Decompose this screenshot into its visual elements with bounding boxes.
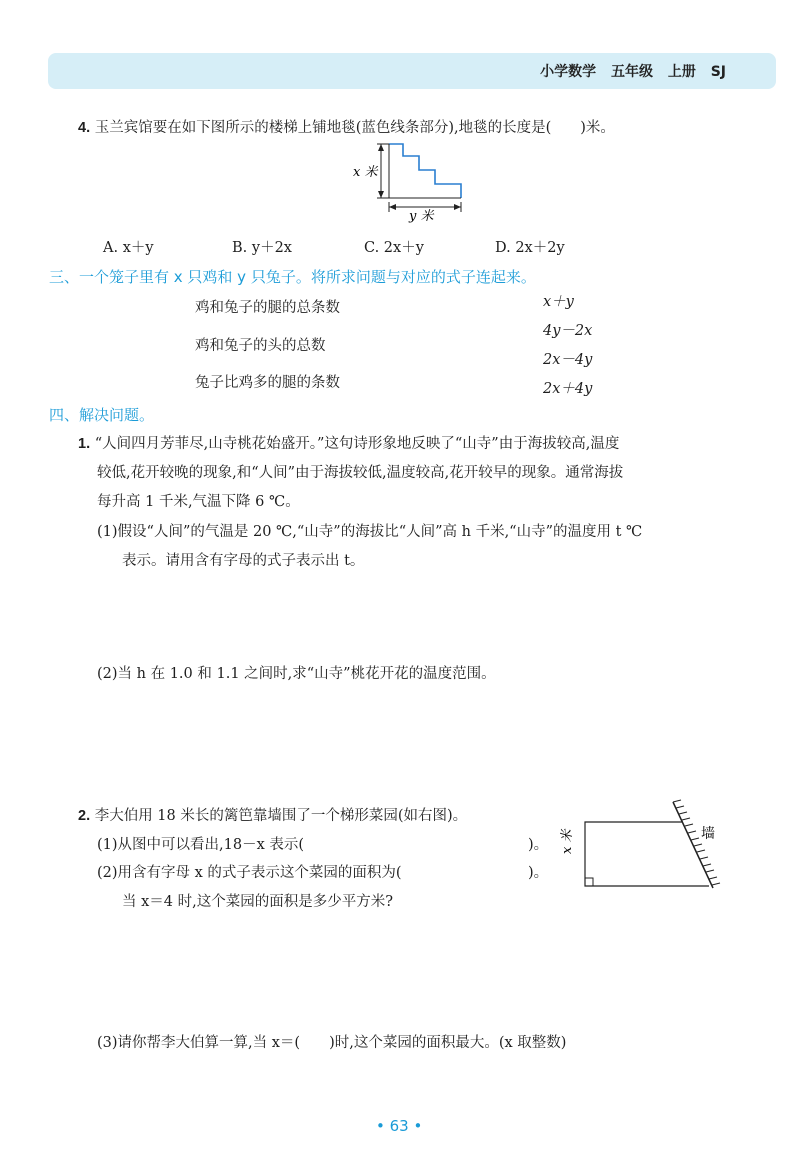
stair-figure bbox=[345, 140, 475, 230]
garden-outline bbox=[585, 822, 709, 886]
section-4-title: 四、解决问题。 bbox=[49, 406, 155, 424]
arrow-head-top bbox=[378, 144, 384, 151]
page-number: • 63 • bbox=[376, 1117, 423, 1135]
problem-2-sub2-end: )。 bbox=[528, 865, 549, 881]
match-right-4: 2x＋4y bbox=[543, 381, 593, 397]
section-3-title: 三、一个笼子里有 x 只鸡和 y 只兔子。将所求问题与对应的式子连起来。 bbox=[49, 268, 536, 286]
option-c: C. 2x＋y bbox=[364, 240, 424, 256]
height-label: x 米 bbox=[353, 165, 378, 180]
header-title: 小学数学 五年级 上册 SJ bbox=[540, 64, 726, 80]
option-a: A. x＋y bbox=[103, 240, 154, 256]
problem-2-sub2b: 当 x＝4 时,这个菜园的面积是多少平方米? bbox=[122, 894, 394, 910]
question-text: 玉兰宾馆要在如下图所示的楼梯上铺地毯(蓝色线条部分),地毯的长度是( )米。 bbox=[94, 120, 615, 136]
width-label: y 米 bbox=[409, 209, 434, 224]
problem-1-line-3: 每升高 1 千米,气温下降 6 ℃。 bbox=[97, 494, 300, 510]
problem-1-line-2: 较低,花开较晚的现象,和“人间”由于海拔较低,温度较高,花开较早的现象。通常海拔 bbox=[97, 465, 624, 481]
right-angle-mark bbox=[585, 878, 593, 886]
problem-1-sub2: (2)当 h 在 1.0 和 1.1 之间时,求“山寺”桃花开花的温度范围。 bbox=[97, 666, 496, 682]
problem-2-line: 2. 李大伯用 18 米长的篱笆靠墙围了一个梯形菜园(如右图)。 bbox=[78, 808, 468, 824]
problem-1-sub1-line-1: (1)假设“人间”的气温是 20 ℃,“山寺”的海拔比“人间”高 h 千米,“山寺”的温度用 t ℃ bbox=[97, 524, 643, 540]
wall-label: 墙 bbox=[701, 826, 715, 842]
wall-line bbox=[673, 802, 713, 888]
carpet-line bbox=[389, 144, 461, 198]
problem-1-line-1: 1. “人间四月芳菲尽,山寺桃花始盛开。”这句诗形象地反映了“山寺”由于海拔较高,温度 bbox=[78, 436, 620, 452]
problem-2-sub2: (2)用含有字母 x 的式子表示这个菜园的面积为( bbox=[97, 865, 402, 881]
match-right-1: x＋y bbox=[543, 294, 574, 310]
problem-number: 2. bbox=[78, 808, 91, 824]
match-left-2: 鸡和兔子的头的总数 bbox=[195, 338, 326, 354]
problem-2-sub1: (1)从图中可以看出,18－x 表示( bbox=[97, 837, 305, 853]
problem-1-sub1-line-2: 表示。请用含有字母的式子表示出 t。 bbox=[122, 553, 365, 569]
option-b: B. y＋2x bbox=[232, 240, 292, 256]
arrow-head-bottom bbox=[378, 191, 384, 198]
option-d: D. 2x＋2y bbox=[495, 240, 565, 256]
match-right-3: 2x－4y bbox=[543, 352, 593, 368]
garden-figure bbox=[555, 796, 735, 896]
match-right-2: 4y－2x bbox=[543, 323, 593, 339]
wall-hatch bbox=[673, 800, 720, 885]
problem-number: 1. bbox=[78, 436, 91, 452]
match-left-3: 兔子比鸡多的腿的条数 bbox=[195, 375, 340, 391]
match-left-1: 鸡和兔子的腿的总条数 bbox=[195, 300, 340, 316]
question-number: 4. bbox=[78, 120, 91, 136]
question-4 bbox=[78, 114, 615, 143]
side-label: x 米 bbox=[560, 829, 575, 854]
problem-2-sub1-end: )。 bbox=[528, 837, 549, 853]
problem-2-sub3: (3)请你帮李大伯算一算,当 x＝( )时,这个菜园的面积最大。(x 取整数) bbox=[97, 1035, 567, 1051]
